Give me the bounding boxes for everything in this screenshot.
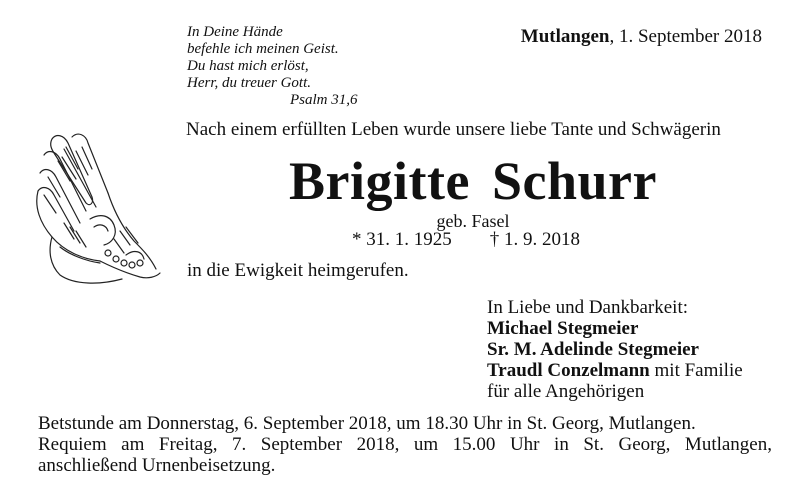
life-dates (352, 229, 580, 251)
psalm-line: Du hast mich erlöst, (187, 58, 309, 74)
requiem-word: 15.00 (452, 434, 496, 455)
mourners-heading: In Liebe und Dankbarkeit: (487, 297, 689, 318)
first-name: Brigitte (289, 151, 470, 211)
requiem-word: Requiem (38, 434, 107, 455)
intro-text: Nach einem erfüllten Leben wurde unsere liebe Tante und Schwägerin (186, 119, 721, 140)
requiem-word: St. (583, 434, 604, 455)
psalm-verse (187, 24, 358, 109)
services-block (38, 413, 772, 476)
requiem-service (38, 434, 772, 455)
requiem-word: am (121, 434, 145, 455)
psalm-line: befehle ich meinen Geist. (187, 41, 339, 57)
mourner-name: Michael Stegmeier (487, 318, 639, 339)
death-date: † 1. 9. 2018 (489, 229, 580, 250)
maiden-name: geb. Fasel (436, 211, 510, 231)
requiem-word: Freitag, (158, 434, 218, 455)
requiem-word: in (554, 434, 569, 455)
requiem-word: um (413, 434, 439, 455)
family-suffix: mit Familie (649, 360, 743, 381)
requiem-word: Georg, (618, 434, 671, 455)
mourners-block (487, 297, 743, 402)
requiem-word: 7. (232, 434, 247, 455)
birth-date: * 31. 1. 1925 (352, 229, 452, 250)
place-date (521, 26, 762, 48)
psalm-line: In Deine Hände (187, 24, 283, 40)
mourner-name: Sr. M. Adelinde Stegmeier (487, 339, 699, 360)
requiem-word: September (260, 434, 343, 455)
requiem-word: Mutlangen, (684, 434, 772, 455)
prayer-service: Betstunde am Donnerstag, 6. September 2018, um 18.30 Uhr in St. Georg, Mutlangen. (38, 413, 696, 434)
last-name: Schurr (491, 151, 657, 211)
mourner-name: Traudl Conzelmann (487, 360, 650, 381)
requiem-word: Uhr (509, 434, 540, 455)
psalm-reference: Psalm 31,6 (290, 92, 358, 108)
called-home-text: in die Ewigkeit heimgerufen. (187, 260, 409, 281)
psalm-line: Herr, du treuer Gott. (187, 75, 312, 91)
deceased-name (0, 150, 800, 212)
place: Mutlangen (520, 26, 610, 47)
urn-burial: anschließend Urnenbeisetzung. (38, 455, 276, 476)
mourners-closing: für alle Angehörigen (487, 381, 645, 402)
requiem-word: 2018, (356, 434, 400, 455)
notice-date: , 1. September 2018 (609, 26, 762, 47)
